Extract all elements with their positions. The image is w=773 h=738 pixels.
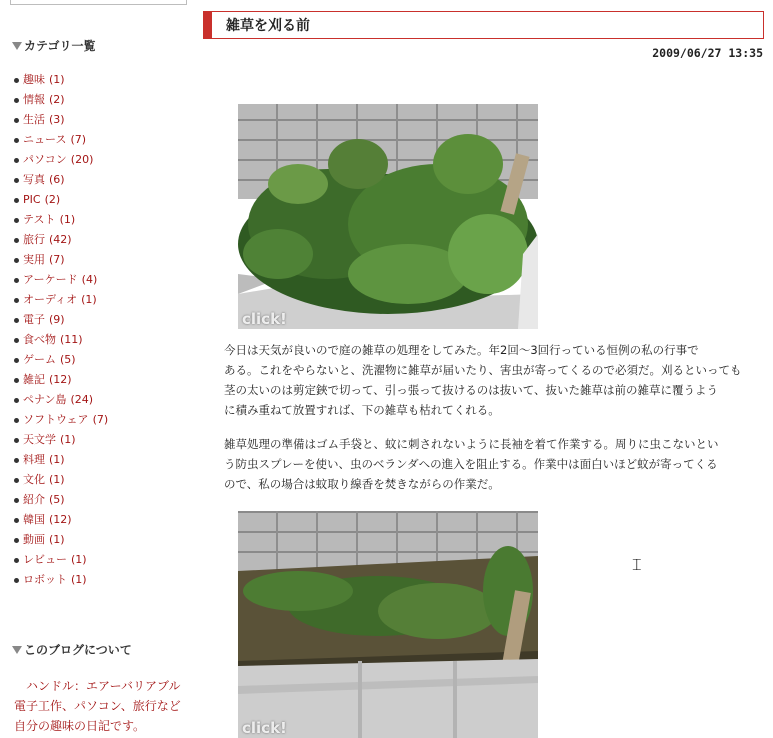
- category-link[interactable]: 趣味: [23, 73, 45, 86]
- category-item[interactable]: [14, 210, 108, 230]
- category-link[interactable]: アーケード: [23, 273, 78, 286]
- category-item[interactable]: [14, 130, 108, 150]
- paragraph-line: ある。これをやらないと、洗濯物に雑草が届いたり、害虫が寄ってくるので必須だ。刈るといっても: [224, 363, 742, 377]
- category-count: (7): [92, 413, 109, 426]
- about-line: 電子工作、パソコン、旅行など: [14, 699, 181, 713]
- category-count: (1): [49, 73, 65, 86]
- category-count: (42): [49, 233, 72, 246]
- bullet-icon: [14, 578, 19, 583]
- bullet-icon: [14, 498, 19, 503]
- weeds-photo-before[interactable]: [238, 104, 538, 329]
- post-paragraph-1: [224, 340, 754, 420]
- category-count: (9): [49, 313, 65, 326]
- category-item[interactable]: [14, 310, 108, 330]
- category-item[interactable]: [14, 570, 108, 590]
- category-link[interactable]: 電子: [23, 313, 45, 326]
- bullet-icon: [14, 298, 19, 303]
- category-item[interactable]: [14, 170, 108, 190]
- category-link[interactable]: 情報: [23, 93, 45, 106]
- weeds-photo-after[interactable]: [238, 511, 538, 738]
- paragraph-line: 雑草処理の準備はゴム手袋と、蚊に刺されないように長袖を着て作業する。周りに虫こないとい: [224, 437, 719, 451]
- category-count: (12): [49, 373, 72, 386]
- category-link[interactable]: 紹介: [23, 493, 45, 506]
- category-link[interactable]: 写真: [23, 173, 45, 186]
- category-count: (7): [49, 253, 65, 266]
- triangle-down-icon: [12, 646, 22, 654]
- bullet-icon: [14, 338, 19, 343]
- category-link[interactable]: テスト: [23, 213, 56, 226]
- paragraph-line: 茎の太いのは剪定鋏で切って、引っ張って抜けるのは抜いて、抜いた雑草は前の雑草に覆うよう: [224, 383, 719, 397]
- category-count: (4): [81, 273, 98, 286]
- category-item[interactable]: [14, 350, 108, 370]
- photo-plants: [238, 104, 538, 329]
- category-item[interactable]: [14, 430, 108, 450]
- category-count: (11): [60, 333, 83, 346]
- about-line: 自分の趣味の日記です。: [14, 719, 146, 733]
- bullet-icon: [14, 558, 19, 563]
- category-link[interactable]: オーディオ: [23, 293, 78, 306]
- paragraph-line: う防虫スプレーを使い、虫のベランダへの進入を阻止する。作業中は面白いほど蚊が寄ってくる: [224, 457, 718, 471]
- category-count: (6): [49, 173, 65, 186]
- click-label: click!: [242, 310, 287, 328]
- bullet-icon: [14, 218, 19, 223]
- category-item[interactable]: [14, 110, 108, 130]
- category-item[interactable]: [14, 330, 108, 350]
- category-link[interactable]: 旅行: [23, 233, 45, 246]
- category-link[interactable]: ペナン島: [23, 393, 67, 406]
- triangle-down-icon: [12, 42, 22, 50]
- category-link[interactable]: 生活: [23, 113, 45, 126]
- category-link[interactable]: 文化: [23, 473, 45, 486]
- category-link[interactable]: 料理: [23, 453, 45, 466]
- category-link[interactable]: ニュース: [23, 133, 67, 146]
- category-count: (5): [60, 353, 76, 366]
- bullet-icon: [14, 358, 19, 363]
- categories-heading: [12, 37, 96, 54]
- bullet-icon: [14, 478, 19, 483]
- bullet-icon: [14, 198, 19, 203]
- bullet-icon: [14, 378, 19, 383]
- category-count: (1): [49, 473, 65, 486]
- category-item[interactable]: [14, 470, 108, 490]
- category-link[interactable]: 雑記: [23, 373, 45, 386]
- category-link[interactable]: 天文学: [23, 433, 56, 446]
- category-count: (1): [59, 213, 76, 226]
- category-link[interactable]: レビュー: [23, 553, 67, 566]
- about-line: ハンドル：エアーバリアブル: [26, 679, 181, 693]
- category-count: (1): [71, 553, 87, 566]
- category-count: (2): [44, 193, 61, 206]
- category-item[interactable]: [14, 550, 108, 570]
- category-count: (20): [70, 153, 94, 166]
- bullet-icon: [14, 258, 19, 263]
- sidebar-search-box[interactable]: [10, 0, 187, 5]
- post-title-bar: [203, 11, 764, 39]
- bullet-icon: [14, 118, 19, 123]
- category-item[interactable]: [14, 70, 108, 90]
- text-cursor-icon: ⌶: [632, 555, 642, 574]
- category-link[interactable]: 食べ物: [23, 333, 56, 346]
- category-link[interactable]: 実用: [23, 253, 45, 266]
- bullet-icon: [14, 178, 19, 183]
- about-text: [14, 676, 194, 736]
- category-item[interactable]: [14, 270, 108, 290]
- category-link[interactable]: PIC: [23, 193, 41, 206]
- paragraph-line: に積み重ねて放置すれば、下の雑草も枯れてくれる。: [224, 403, 500, 417]
- category-item[interactable]: [14, 530, 108, 550]
- bullet-icon: [14, 518, 19, 523]
- category-count: (1): [60, 433, 76, 446]
- bullet-icon: [14, 538, 19, 543]
- post-title[interactable]: 雑草を刈る前: [226, 18, 310, 34]
- category-item[interactable]: [14, 290, 108, 310]
- category-link[interactable]: ゲーム: [23, 353, 56, 366]
- category-item[interactable]: [14, 150, 108, 170]
- category-count: (24): [70, 393, 94, 406]
- category-count: (1): [71, 573, 87, 586]
- category-item[interactable]: [14, 190, 108, 210]
- category-link[interactable]: パソコン: [23, 153, 67, 166]
- bullet-icon: [14, 278, 19, 283]
- category-item[interactable]: [14, 250, 108, 270]
- bullet-icon: [14, 318, 19, 323]
- category-count: (2): [49, 93, 65, 106]
- bullet-icon: [14, 438, 19, 443]
- category-item[interactable]: [14, 390, 108, 410]
- category-link[interactable]: 韓国: [23, 513, 45, 526]
- bullet-icon: [14, 158, 19, 163]
- category-item[interactable]: [14, 90, 108, 110]
- category-item[interactable]: [14, 450, 108, 470]
- bullet-icon: [14, 418, 19, 423]
- about-heading-label: このブログについて: [24, 643, 132, 657]
- bullet-icon: [14, 78, 19, 83]
- bullet-icon: [14, 398, 19, 403]
- category-count: (12): [49, 513, 72, 526]
- category-list: [14, 70, 108, 590]
- category-item[interactable]: [14, 370, 108, 390]
- category-item[interactable]: [14, 230, 108, 250]
- category-link[interactable]: ロボット: [23, 573, 67, 586]
- category-count: (3): [49, 113, 65, 126]
- category-count: (7): [70, 133, 87, 146]
- category-link[interactable]: 動画: [23, 533, 45, 546]
- category-link[interactable]: ソフトウェア: [23, 413, 89, 426]
- categories-heading-label: カテゴリ一覧: [24, 39, 96, 53]
- bullet-icon: [14, 458, 19, 463]
- category-item[interactable]: [14, 490, 108, 510]
- post-date: 2009/06/27 13:35: [652, 46, 763, 60]
- category-item[interactable]: [14, 410, 108, 430]
- post-paragraph-2: [224, 434, 754, 494]
- paragraph-line: ので、私の場合は蚊取り線香を焚きながらの作業だ。: [224, 477, 500, 491]
- bullet-icon: [14, 138, 19, 143]
- category-count: (5): [49, 493, 65, 506]
- paragraph-line: 今日は天気が良いので庭の雑草の処理をしてみた。年2回〜3回行っている恒例の私の行事で: [224, 343, 699, 357]
- bullet-icon: [14, 98, 19, 103]
- about-heading: [12, 641, 132, 658]
- category-item[interactable]: [14, 510, 108, 530]
- photo-plants: [238, 511, 538, 738]
- click-label: click!: [242, 719, 287, 737]
- bullet-icon: [14, 238, 19, 243]
- category-count: (1): [49, 533, 65, 546]
- category-count: (1): [49, 453, 65, 466]
- category-count: (1): [81, 293, 97, 306]
